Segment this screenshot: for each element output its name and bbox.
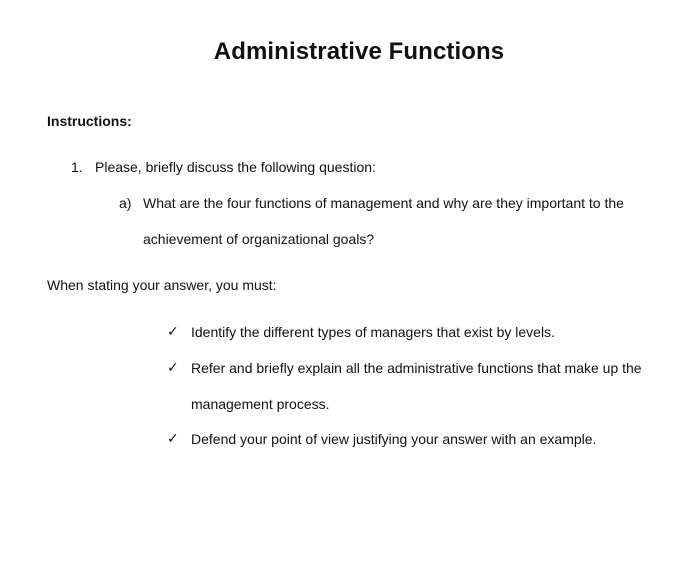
- requirement-1-text: Identify the different types of managers that exist by levels.: [191, 324, 555, 340]
- sub-question-letter: a): [119, 195, 132, 211]
- checkmark-icon: ✓: [167, 430, 179, 446]
- question-number: 1.: [71, 159, 83, 175]
- requirement-2-text-line2: management process.: [191, 396, 330, 412]
- checkmark-icon: ✓: [167, 359, 179, 375]
- requirement-2-text-line1: Refer and briefly explain all the administrative functions that make up the: [191, 360, 642, 376]
- instructions-label: Instructions:: [47, 113, 132, 129]
- sub-question-text-line1: What are the four functions of management and why are they important to the: [143, 195, 624, 211]
- sub-question-text-line2: achievement of organizational goals?: [143, 231, 375, 247]
- checkmark-icon: ✓: [167, 323, 179, 339]
- requirement-3-text: Defend your point of view justifying your answer with an example.: [191, 431, 597, 447]
- answer-intro: When stating your answer, you must:: [47, 277, 277, 293]
- question-text: Please, briefly discuss the following question:: [95, 159, 376, 175]
- document-title: Administrative Functions: [213, 38, 505, 65]
